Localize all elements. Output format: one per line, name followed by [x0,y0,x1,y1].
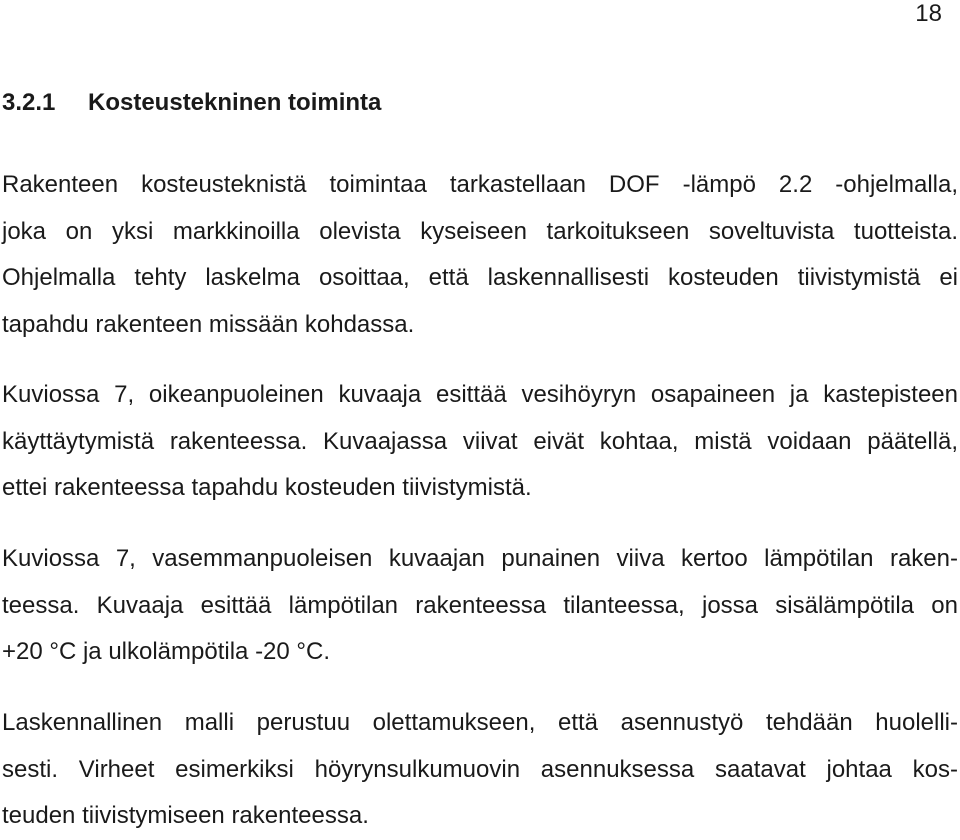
paragraph-line: joka on yksi markkinoilla olevista kyseiseen tarkoitukseen soveltuvista tuotteista. [2,217,958,245]
section-title: Kosteustekninen toiminta [88,89,382,116]
paragraph-2 [2,372,958,512]
paragraph-line: Kuviossa 7, vasemmanpuoleisen kuvaajan punainen viiva kertoo lämpötilan raken- [2,545,958,572]
section-heading [2,88,381,118]
paragraph-3 [2,536,958,676]
paragraph-line: ettei rakenteessa tapahdu kosteuden tiivistymistä. [2,474,532,501]
paragraph-line: +20 °C ja ulkolämpötila -20 °C. [2,638,331,665]
paragraph-1 [2,162,958,348]
paragraph-line: tapahdu rakenteen missään kohdassa. [2,310,415,338]
paragraph-line: teessa. Kuvaaja esittää lämpötilan rakenteessa tilanteessa, jossa sisälämpötila on [2,591,958,619]
paragraph-4 [2,700,958,840]
paragraph-line: Laskennallinen malli perustuu olettamukseen, että asennustyö tehdään huolelli- [2,709,958,736]
section-number: 3.2.1 [2,89,56,116]
paragraph-line: käyttäytymistä rakenteessa. Kuvaajassa viivat eivät kohtaa, mistä voidaan päätellä, [2,427,958,455]
page-number: 18 [915,0,942,27]
paragraph-line: Rakenteen kosteusteknistä toimintaa tarkastellaan DOF -lämpö 2.2 -ohjelmalla, [2,171,958,198]
paragraph-line: Kuviossa 7, oikeanpuoleinen kuvaaja esittää vesihöyryn osapaineen ja kastepisteen [2,381,958,408]
paragraph-line: sesti. Virheet esimerkiksi höyrynsulkumuovin asennuksessa saatavat johtaa kos- [2,755,958,783]
paragraph-line: Ohjelmalla tehty laskelma osoittaa, että laskennallisesti kosteuden tiivistymistä ei [2,264,958,291]
paragraph-line: teuden tiivistymiseen rakenteessa. [2,802,369,829]
